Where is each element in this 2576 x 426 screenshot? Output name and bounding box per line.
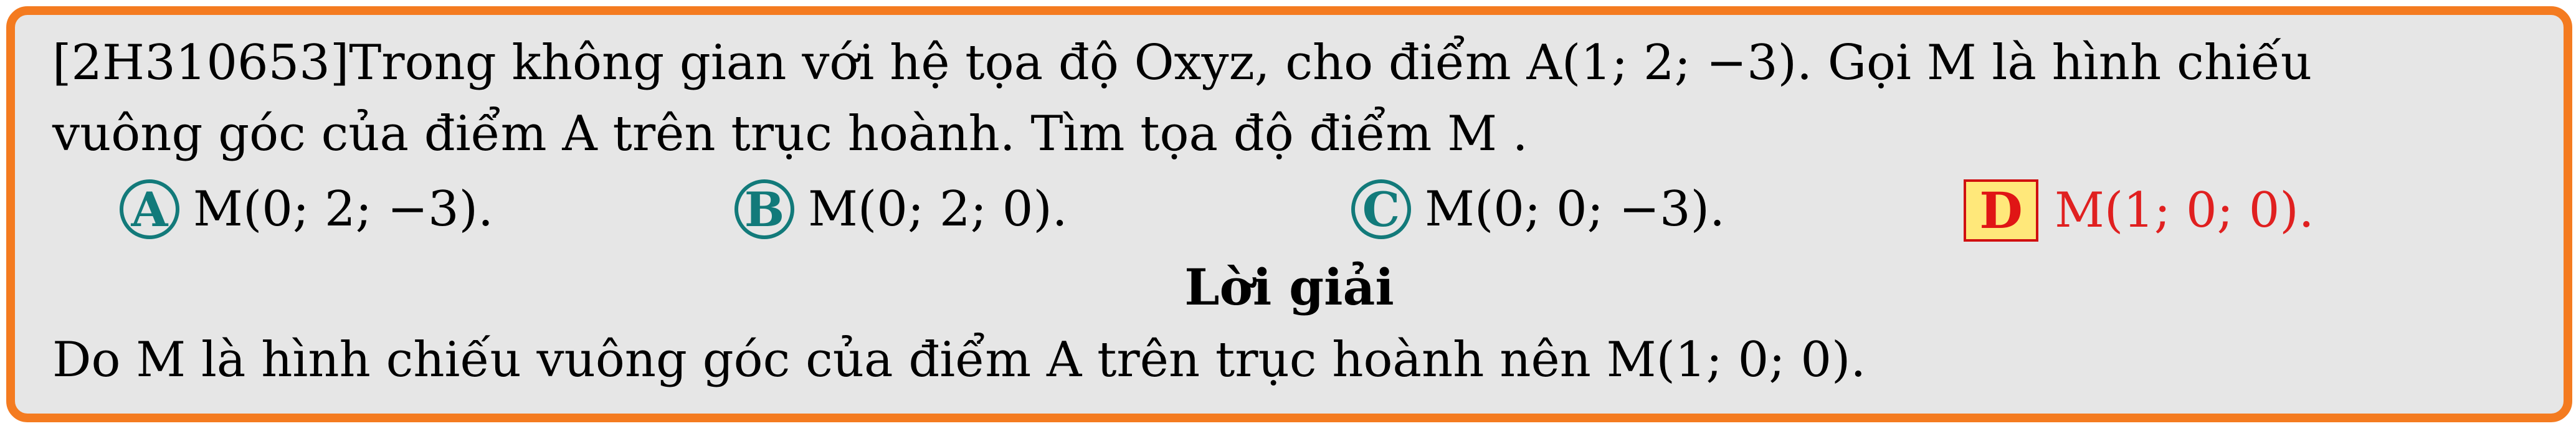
choice-d-correct-badge: D xyxy=(1964,179,2038,242)
choice-c-circle-badge: C xyxy=(1351,179,1411,239)
answer-option-b[interactable] xyxy=(734,179,1068,239)
answer-option-d[interactable] xyxy=(1964,179,2314,242)
choice-a-circle-badge: A xyxy=(120,179,179,239)
choice-b-circle-badge: B xyxy=(734,179,794,239)
answer-choices xyxy=(15,179,2564,248)
answer-option-c[interactable] xyxy=(1351,179,1725,239)
question-line-1: [2H310653]Trong không gian với hệ tọa độ Oxyz, cho điểm A(1; 2; −3). Gọi M là hình chiếu xyxy=(52,35,2312,91)
answer-b-text: M(0; 2; 0). xyxy=(808,181,1068,237)
answer-a-text: M(0; 2; −3). xyxy=(193,181,493,237)
solution-text: Do M là hình chiếu vuông góc của điểm A trên trục hoành nên M(1; 0; 0). xyxy=(52,332,1866,388)
answer-option-a[interactable] xyxy=(120,179,493,239)
question-card xyxy=(6,6,2572,422)
answer-d-text: M(1; 0; 0). xyxy=(2055,182,2314,239)
solution-title: Lời giải xyxy=(1184,258,1394,316)
question-line-2: vuông góc của điểm A trên trục hoành. Tìm tọa độ điểm M . xyxy=(52,106,1528,162)
answer-c-text: M(0; 0; −3). xyxy=(1425,181,1725,237)
